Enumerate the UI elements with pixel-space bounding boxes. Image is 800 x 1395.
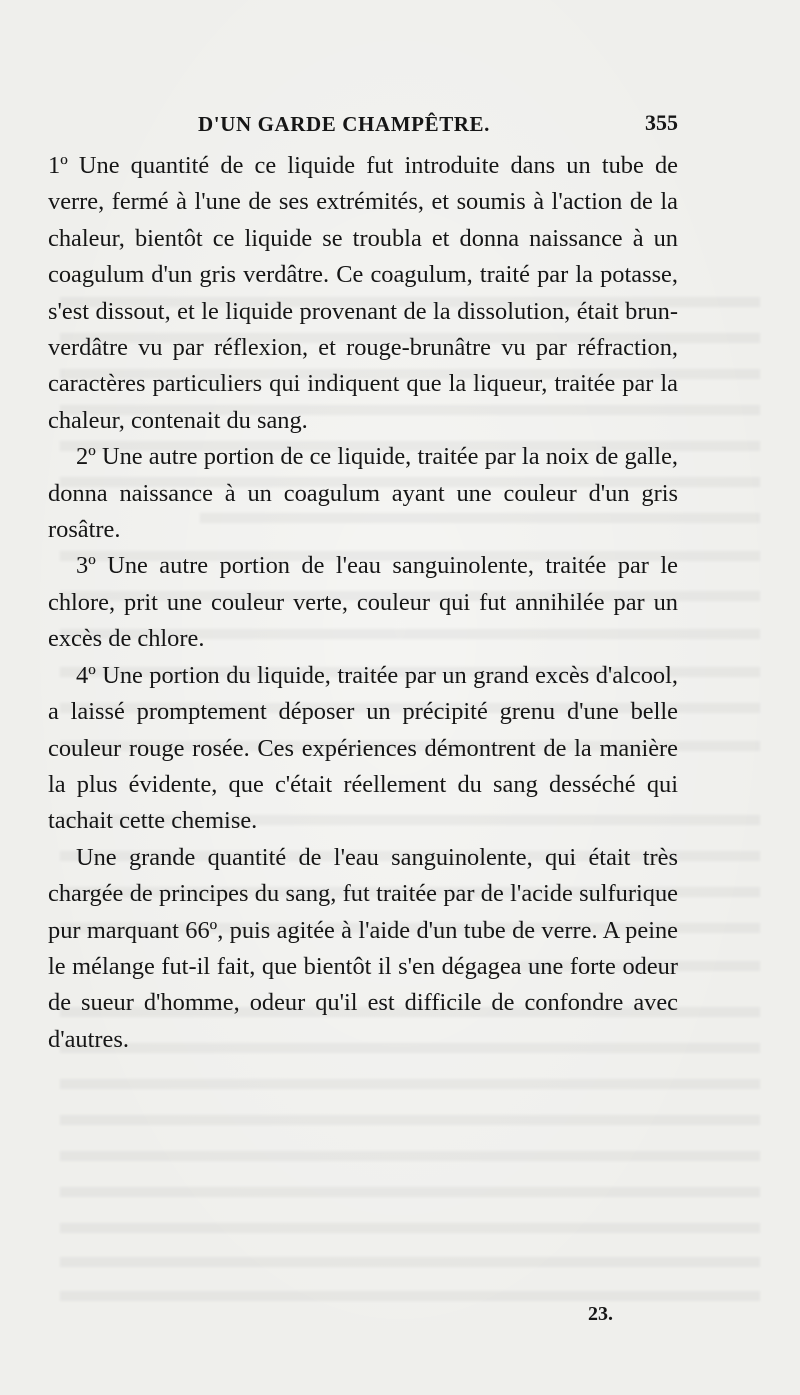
page-number: 355 xyxy=(645,110,678,135)
body-text xyxy=(48,148,678,1058)
paragraph-4: 4º Une portion du liquide, traitée par un grand excès d'alcool, a laissé promptement déposer un précipité grenu d'une belle couleur rouge rosée. Ces expériences démontrent de la manière la plus évidente, que c'était réellement du sang desséché qui tachait cette chemise. xyxy=(48,661,678,835)
paragraph-2: 2º Une autre portion de ce liquide, traitée par la noix de galle, donna naissance à un coagulum ayant une couleur d'un gris rosâtre. xyxy=(48,443,678,544)
page-header xyxy=(198,104,678,144)
running-head: D'UN GARDE CHAMPÊTRE. xyxy=(198,112,491,136)
paragraph-1: 1º Une quantité de ce liquide fut introduite dans un tube de verre, fermé à l'une de ses extrémités, et soumis à l'action de la chaleur, bientôt ce liquide se troubla et donna naissance à un coagulum d'un gris verdâtre. Ce coagulum, traité par la potasse, s'est dissout, et le liquide provenant de la dissolution, était brun-verdâtre vu par réflexion, et rouge-brunâtre vu par réfraction, caractères particuliers qui indiquent que la liqueur, traitée par la chaleur, contenait du sang. xyxy=(48,152,678,434)
signature-mark: 23. xyxy=(588,1303,613,1325)
paragraph-3: 3º Une autre portion de l'eau sanguinolente, traitée par le chlore, prit une couleur verte, couleur qui fut annihilée par un excès de chlore. xyxy=(48,552,678,653)
paragraph-5: Une grande quantité de l'eau sanguinolente, qui était très chargée de principes du sang, fut traitée par de l'acide sulfurique pur marquant 66º, puis agitée à l'aide d'un tube de verre. A peine le mélange fut-il fait, que bientôt il s'en dégagea une forte odeur de sueur d'homme, odeur qu'il est difficile de confondre avec d'autres. xyxy=(48,843,678,1053)
